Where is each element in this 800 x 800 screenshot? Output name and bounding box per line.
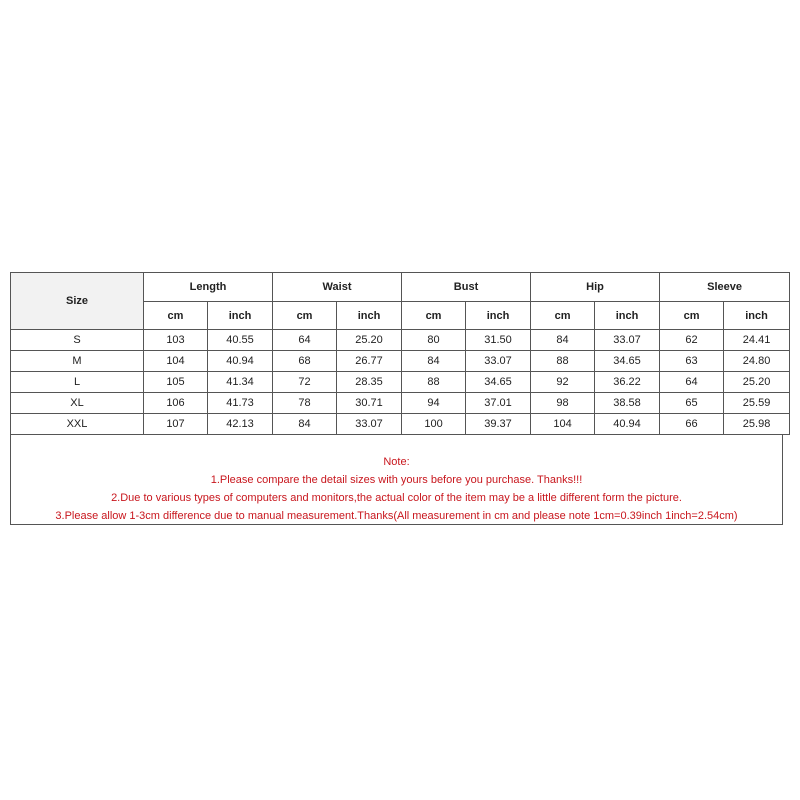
table-cell: 34.65 [595,351,660,372]
table-cell: 104 [144,351,208,372]
table-cell: 64 [273,330,337,351]
table-cell: 100 [402,414,466,435]
group-header-waist: Waist [273,273,402,302]
table-cell: 78 [273,393,337,414]
table-cell: 106 [144,393,208,414]
note-title: Note: [383,456,410,468]
table-cell: 39.37 [466,414,531,435]
table-row [11,330,790,351]
unit-header-cm: cm [531,302,595,330]
size-cell: L [11,372,144,393]
table-row [11,351,790,372]
table-cell: 84 [273,414,337,435]
unit-header-cm: cm [402,302,466,330]
note-line-1: 1.Please compare the detail sizes with yours before you purchase. Thanks!!! [210,474,583,486]
group-header-length: Length [144,273,273,302]
table-cell: 104 [531,414,595,435]
size-table [10,272,790,435]
unit-header-cm: cm [273,302,337,330]
table-row [11,372,790,393]
table-cell: 65 [660,393,724,414]
group-header-hip: Hip [531,273,660,302]
unit-header-inch: inch [724,302,790,330]
table-cell: 63 [660,351,724,372]
note-line-2: 2.Due to various types of computers and monitors,the actual color of the item may be a little different form the picture. [111,492,682,504]
table-cell: 33.07 [337,414,402,435]
table-cell: 88 [402,372,466,393]
table-cell: 33.07 [466,351,531,372]
unit-header-inch: inch [595,302,660,330]
table-cell: 84 [531,330,595,351]
unit-header-cm: cm [660,302,724,330]
table-cell: 40.94 [595,414,660,435]
table-cell: 72 [273,372,337,393]
table-cell: 41.73 [208,393,273,414]
note-box [10,435,783,525]
table-cell: 25.98 [724,414,790,435]
table-cell: 92 [531,372,595,393]
table-cell: 42.13 [208,414,273,435]
table-cell: 41.34 [208,372,273,393]
table-cell: 84 [402,351,466,372]
group-header-sleeve: Sleeve [660,273,790,302]
table-cell: 37.01 [466,393,531,414]
unit-header-inch: inch [208,302,273,330]
table-cell: 38.58 [595,393,660,414]
table-cell: 88 [531,351,595,372]
table-cell: 30.71 [337,393,402,414]
table-cell: 40.94 [208,351,273,372]
table-cell: 94 [402,393,466,414]
size-column-header: Size [11,273,144,330]
table-cell: 62 [660,330,724,351]
table-cell: 64 [660,372,724,393]
table-cell: 107 [144,414,208,435]
table-cell: 80 [402,330,466,351]
group-header-row [11,273,790,302]
size-chart [10,272,785,525]
table-cell: 25.59 [724,393,790,414]
table-cell: 68 [273,351,337,372]
table-cell: 31.50 [466,330,531,351]
size-cell: XXL [11,414,144,435]
table-cell: 28.35 [337,372,402,393]
table-cell: 36.22 [595,372,660,393]
table-cell: 26.77 [337,351,402,372]
table-cell: 34.65 [466,372,531,393]
table-cell: 40.55 [208,330,273,351]
size-cell: XL [11,393,144,414]
table-cell: 25.20 [337,330,402,351]
unit-header-inch: inch [466,302,531,330]
table-cell: 33.07 [595,330,660,351]
table-cell: 24.41 [724,330,790,351]
unit-header-inch: inch [337,302,402,330]
table-cell: 103 [144,330,208,351]
table-row [11,393,790,414]
table-cell: 66 [660,414,724,435]
table-cell: 25.20 [724,372,790,393]
table-cell: 105 [144,372,208,393]
table-cell: 24.80 [724,351,790,372]
table-cell: 98 [531,393,595,414]
table-row [11,414,790,435]
unit-header-cm: cm [144,302,208,330]
note-line-3: 3.Please allow 1-3cm difference due to manual measurement.Thanks(All measurement in cm and please note 1cm=0.39inch 1inch=2.54cm) [55,510,738,522]
size-cell: M [11,351,144,372]
group-header-bust: Bust [402,273,531,302]
size-cell: S [11,330,144,351]
